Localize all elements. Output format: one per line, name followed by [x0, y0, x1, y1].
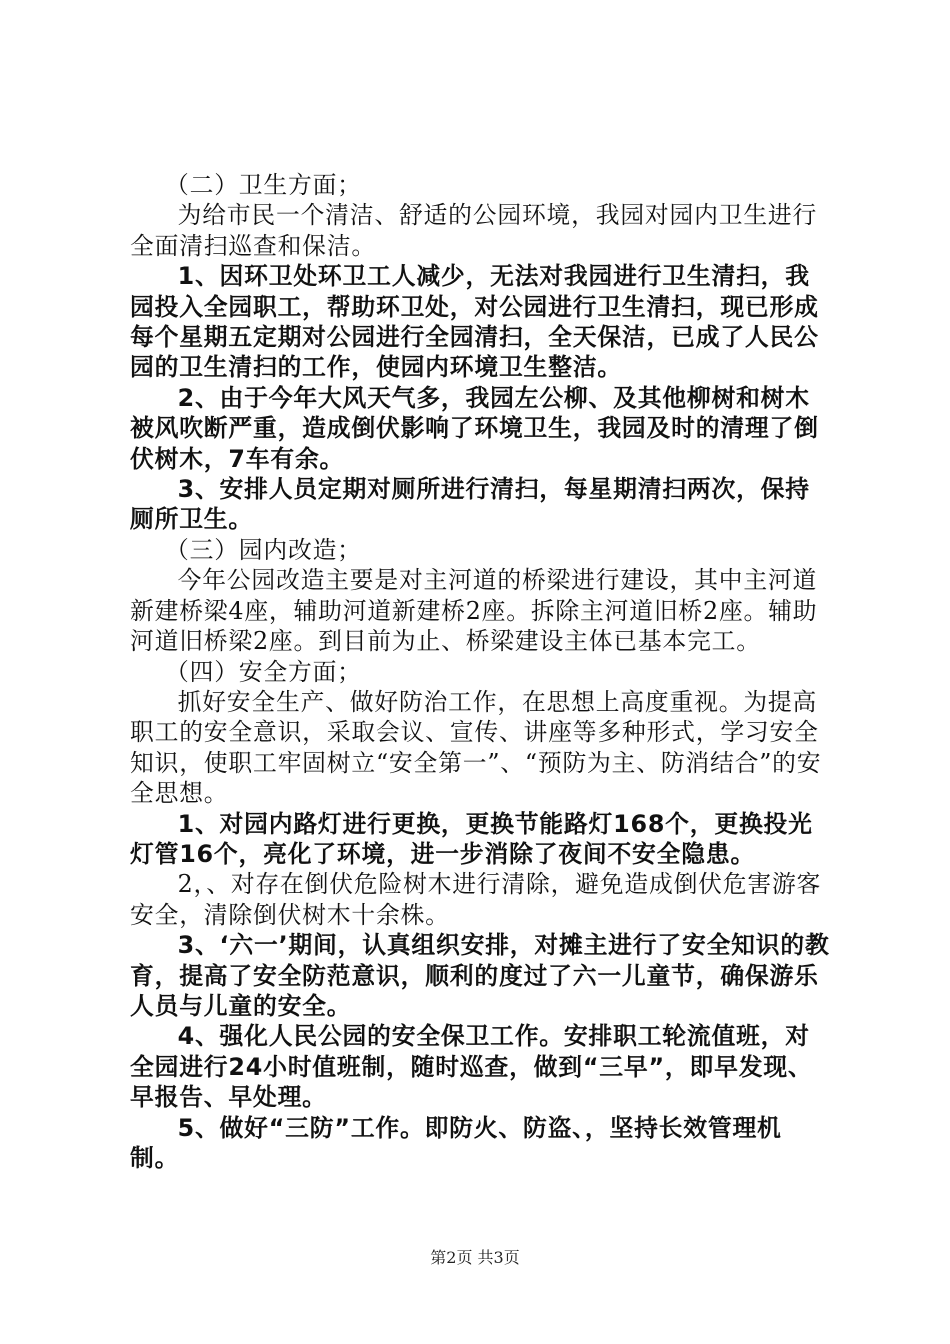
- paragraph-safety-intro: 抓好安全生产、做好防治工作，在思想上高度重视。为提高职工的安全意识，采取会议、宣传、讲座等多种形式，学习安全知识，使职工牢固树立“安全第一”、“预防为主、防消结合”的安全思想。: [130, 687, 822, 808]
- hygiene-item-3: 3、安排人员定期对厕所进行清扫，每星期清扫两次，保持厕所卫生。: [130, 475, 810, 534]
- safety-item-2: 2，、对存在倒伏危险树木进行清除，避免造成倒伏危害游客安全，清除倒伏树木十余株。: [130, 870, 822, 929]
- document-body: [130, 170, 830, 1173]
- section-heading-renovation: （三）园内改造；: [165, 535, 362, 564]
- safety-item-4: 4、强化人民公园的安全保卫工作。安排职工轮流值班，对全园进行24小时值班制，随时巡查，做到“三早”，即早发现、早报告、早处理。: [130, 1022, 813, 1112]
- page-footer: 第2页 共3页: [430, 1248, 520, 1267]
- safety-item-1: 1、对园内路灯进行更换，更换节能路灯168个，更换投光灯管16个，亮化了环境，进一步消除了夜间不安全隐患。: [130, 809, 813, 868]
- section-heading-hygiene: （二）卫生方面；: [165, 171, 362, 199]
- paragraph-renovation: 今年公园改造主要是对主河道的桥梁进行建设，其中主河道新建桥梁4座，辅助河道新建桥2座。拆除主河道旧桥2座。辅助河道旧桥梁2座。到目前为止、桥梁建设主体已基本完工。: [130, 566, 818, 656]
- paragraph-hygiene-intro: 为给市民一个清洁、舒适的公园环境，我园对园内卫生进行全面清扫巡查和保洁。: [130, 201, 818, 260]
- hygiene-item-1: 1、因环卫处环卫工人减少，无法对我园进行卫生清扫，我园投入全园职工，帮助环卫处，对公园进行卫生清扫，现已形成每个星期五定期对公园进行全园清扫，全天保洁，已成了人民公园的卫生清扫的工作，使园内环境卫生整洁。: [130, 262, 819, 382]
- section-heading-safety: （四）安全方面；: [165, 657, 362, 686]
- hygiene-item-2: 2、由于今年大风天气多，我园左公柳、及其他柳树和树木被风吹断严重，造成倒伏影响了环境卫生，我园及时的清理了倒伏树木，7车有余。: [130, 383, 819, 473]
- safety-item-3: 3、‘六一’期间，认真组织安排，对摊主进行了安全知识的教育，提高了安全防范意识，顺利的度过了六一儿童节，确保游乐人员与儿童的安全。: [130, 931, 830, 1020]
- safety-item-5: 5、做好“三防”工作。即防火、防盗、，坚持长效管理机制。: [130, 1113, 782, 1172]
